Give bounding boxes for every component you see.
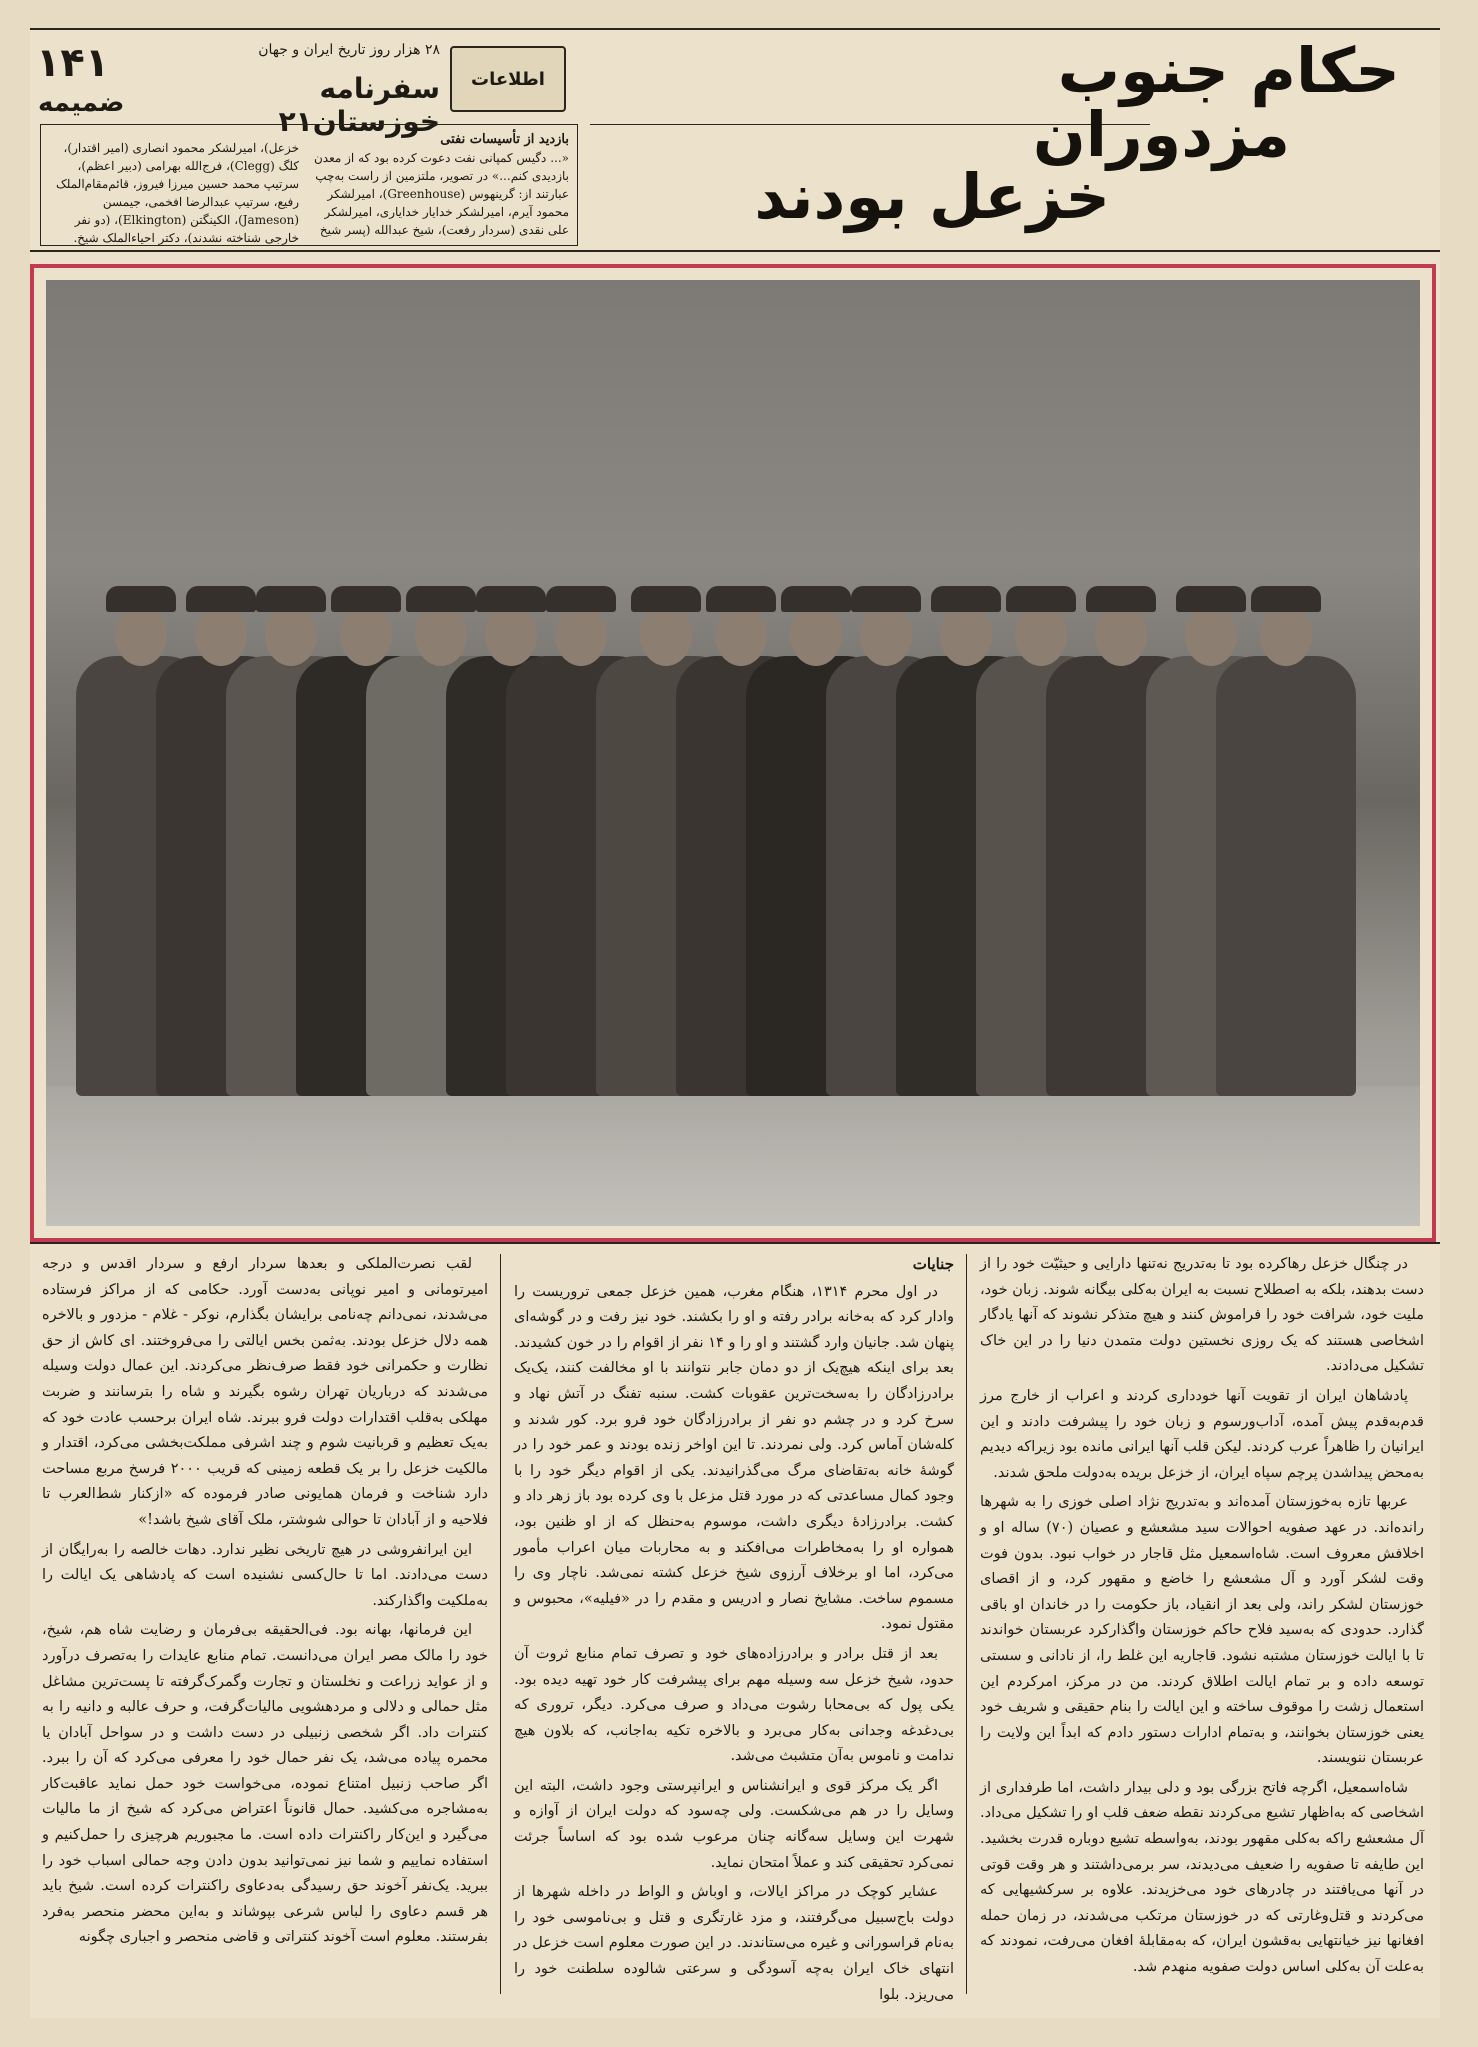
newspaper-page [30,28,1440,2018]
series-title: سفرنامه خوزستان۲۱ [278,72,440,138]
paragraph: عربها تازه به‌خوزستان آمده‌اند و به‌تدریج نژاد اصلی خوزی را به شهرها رانده‌اند. در عهد صفویه احوالات سید مشعشع و عصیان (۷۰) ساله او و اخلافش معروف است. شاه‌اسمعیل مثل قاجار در خواب نبود. بدون فوت وقت لشکر آورد و آل مشعشع را خاضع و مقهور کرد، و از اقصای خوزستان لشکر راند، ولی بعد از انقیاد، باز حکومت را در خاندان او باقی گذارد. حدودی که به‌سید فلاح حاکم خوزستان واگذارکرد عربستان خواندند تا با ایالت خوزستان مشتبه نشود. قاجاریه این غلط را، از نادانی و سستی توسعه داده و بر تمام ایالت اطلاق کردند. من در مرکز، امرکردم این استعمال زشت را موقوف ساخته و این ایالت را بنام حقیقی و شریف خود یعنی خوزستان بخوانند، و به‌تمام ادارات دستور دادم که ابداً این ولایت را عربستان ننویسند. [980,1494,1424,1767]
paragraph: پادشاهان ایران از تقویت آنها خودداری کردند و اعراب از خارج مرز قدم‌به‌قدم پیش آمده، آداب‌ورسوم و زبان خود را پیشرفت دادند و این ایرانیان را ظاهراً عرب کردند. لیکن قلب آنها ایرانی مانده بود زیراکه دیدیم به‌محض پیداشدن پرچم سپاه ایران، از خزعل بریده به‌دولت ملحق شدند. [980,1387,1424,1481]
newspaper-logo: اطلاعات [450,46,566,112]
headline-line-2: مزدوران [1032,98,1290,171]
article-column-middle [514,1252,954,2012]
group-photograph [46,280,1420,1226]
caption-left-text: خزعل)، امیرلشکر محمود انصاری (امیر اقتدار)، کلگ (Clegg)، فرج‌الله بهرامی (دبیر اعظم)، سرتیپ محمد حسین میرزا فیروز، قائم‌مقام‌الملک رفیع، سرتیپ عبدالرضا افخمی، جیمسن (Jameson)، الکینگتن (Elkington)، (دو نفر خارجی شناخته نشدند)، دکتر احیاءالملک شیخ. [56,141,299,245]
column-divider-1 [500,1254,501,1994]
supplement-label: ضمیمه [38,88,125,118]
headline-line-1: حکام جنوب [1057,34,1400,107]
paragraph: شاه‌اسمعیل، اگرچه فاتح بزرگی بود و دلی بیدار داشت، اما طرفداری از اشخاصی که به‌اظهار تشیع می‌کردند نقطه ضعف قلب او را تشکیل می‌داد. آل مشعشع راکه به‌کلی مقهور بودند، به‌واسطه تشیع دوباره قدرت بخشید. این طایفه تا صفویه را ضعیف می‌دیدند، سر برمی‌داشتند و هر وقت قوتی در آنها می‌یافتند در چادرهای خود می‌خزیدند. علاوه بر سرکشیهایی که می‌کردند و قتل‌وغارتی که در خوزستان مرتکب می‌شدند، در زمان حمله افغانها نیز خیانتهایی به‌قشون ایران، که به‌مقابلهٔ افغان می‌رفت، نمودند که به‌علت آن به‌کلی اساس دولت صفویه منهدم شد. [980,1779,1424,1976]
caption-right-column [307,131,569,239]
headline-line-3: خزعل بودند [754,160,1110,233]
person-silhouette [1206,536,1366,1096]
person-body [1216,656,1356,1096]
paragraph: عشایر کوچک در مراکز ایالات، و اوباش و الواط در داخله شهرها از دولت باج‌سبیل می‌گرفتند، و مزد غارتگری و قتل و بی‌ناموسی خود را به‌نام قراسورانی و غیره می‌ستاندند. در این صورت معلوم است خزعل در انتهای خاک ایران به‌چه آسودگی و سرعتی شالوده سلطنت خود را می‌ریزد. بلوا [514,1884,954,2003]
person-hat [1251,586,1321,612]
person-head [1260,604,1312,666]
caption-heading: بازدید از تأسیسات نفتی [440,132,569,147]
paragraph: در چنگال خزعل رهاکرده بود تا به‌تدریج نه‌تنها دارایی و حیثیّت خود را از دست بدهند، بلکه به اصطلاح نسبت به ایران به‌کلی بیگانه شوند. زبان خود، ملیت خود، شرافت خود را فراموش کنند و هیچ متذکر نشوند که آنها یادگار اشخاصی هستند که یک روزی نخستین دولت متمدن دنیا را در این خاک تشکیل می‌دادند. [980,1256,1424,1375]
photo-frame [30,264,1436,1242]
article-top-rule [30,1242,1440,1244]
column-divider-2 [966,1254,967,1994]
series-subtitle: ۲۸ هزار روز تاریخ ایران و جهان [258,42,440,58]
section-heading: جنایات [912,1255,954,1273]
paragraph: این ایرانفروشی در هیچ تاریخی نظیر ندارد. دهات خالصه را به‌رایگان از دست می‌دادند. اما تا حال‌کسی نشنیده است که پادشاهی یک ایالت را به‌ملکیت واگذارکند. [42,1541,488,1609]
header-bottom-rule [30,250,1440,252]
paragraph: لقب نصرت‌الملکی و بعدها سردار ارفع و سردار اقدس و درجه امیرتومانی و امیر نوپانی به‌دست آورد. حکامی که از مراکز فرستاده می‌شدند، نمی‌دانم چه‌نامی برایشان بگذارم، نوکر - غلام - مزدور و بالاخره همه دلال خزعل بودند. به‌ثمن بخس ایالتی را می‌فروختند. ای کاش از حق نظارت و حکمرانی خود فقط صرف‌نظر می‌کردند. این عمال دولت وسیله می‌شدند که درباریان تهران رشوه بگیرند و شاه را بترسانند و ضربت مهلکی به‌قلب اقتدارات دولت فرو ببرند. شاه ایران برحسب عادت خود که به‌یک تعظیم و قربانیت شوم و چند اشرفی مملکت‌بخشی می‌کرد، اقتدار و مالکیت خزعل را بر یک قطعه زمینی که قریب ۲۰۰۰ فرسخ مربع مساحت دارد شناخت و فرمان همایونی صادر فرموده که «ازکنار شط‌العرب تا فلاحیه و از آبادان تا حوالی شوشتر، ملک آقای شیخ باشد!» [42,1256,488,1528]
paragraph: این فرمانها، بهانه بود. فی‌الحقیقه بی‌فرمان و رضایت شاه هم، شیخ، خود را مالک مصر ایران می‌دانست. تمام منابع عایدات را به‌تصرف درآورد و از عواید زراعت و نخلستان و تجارت وگمرک‌گرفته تا پست‌ترین مشاغل مثل حمالی و دلالی و مردهشویی مالیات‌گرفت، و حرف عالبه و دانیه را به کنترات داد. اگر شخصی زنبیلی در دست داشت و در سواحل آبادان یا محمره پیاده می‌شد، یک نفر حمال خود را معرفی می‌کرد که آن را ببرد. اگر صاحب زنبیل امتناع نموده، می‌خواست خود حمل نماید عاقبت‌کار به‌مشاجره می‌کشید. حمال قانوناً اعتراض می‌کرد که شیخ از ما مالیات می‌گیرد و این‌کار راکنترات داده است. ما مجبوریم هرچیزی را حمل‌کنیم و استفاده نماییم و شما نیز نمی‌توانید بدون دادن وجه حمالی اسباب خود را ببرید. یک‌نفر آخوند حق رسیدگی به‌دعاوی راکنترات کرده است. شیخ باید هر قسم دعاوی را لباس شرعی بپوشاند و به‌این محضر منحصر به‌فرد بفرستند. معلوم است آخوند کنتراتی و قاضی منحصر و اجباری چگونه [42,1622,488,1946]
top-border [30,28,1440,30]
article-column-left [42,1252,488,2012]
paragraph: اگر یک مرکز قوی و ایرانشناس و ایرانپرستی وجود داشت، البته این وسایل را در هم می‌شکست. ولی چه‌سود که دولت ایران از آوازه و شهرت این وسایل سه‌گانه چنان مرعوب شده بود که اساساً جرئت نمی‌کرد تحقیقی کند و عملاً امتحان نماید. [514,1777,954,1871]
photo-caption-box [40,124,578,246]
caption-right-text: «... دگیس کمپانی نفت دعوت کرده بود که از معدن بازدیدی کنم...» در تصویر، ملتزمین از راست به‌چپ عبارتند از: گرینهوس (Greenhouse)، امیرلشکر محمود آیرم، امیرلشکر خدایار خدایاری، امیرلشکر علی نقدی (سردار رفعت)، شیخ عبدالله (پسر شیخ [313,151,569,237]
paragraph: بعد از قتل برادر و برادرزاده‌های خود و تصرف تمام منابع ثروت آن حدود، شیخ خزعل سه وسیله مهم برای پیشرفت کار خود تهیه دیده بود. یکی پول که بی‌محابا رشوت می‌داد و صرف می‌کرد. دیگر، تروری که بی‌دغدغه وجدانی به‌کار می‌برد و بالاخره تکیه به‌اجانب، که بلاون هیچ ندامت و ناموس به‌آن متشبث می‌شد. [514,1645,954,1765]
caption-left-column [49,139,299,247]
page-number: ۱۴۱ [36,40,110,86]
photo-ground [46,1086,1420,1226]
article-column-right [980,1252,1424,2012]
paragraph: در اول محرم ۱۳۱۴، هنگام مغرب، همین خزعل جمعی تروریست را وادار کرد که به‌خانه برادر رفته و او را بکشند. خود نیز رفت و در گوشه‌ای پنهان شد. جانیان وارد گشتند و او را و ۱۴ نفر از اقوام را در خون کشیدند. بعد برای اینکه هیچ‌یک از دو دمان جابر نتوانند با او مخالفت کنند، یک‌یک برادرزادگان را به‌سخت‌ترین عقوبات کشت. سنبه تفنگ در آتش نهاد و سرخ کرد و در چشم دو نفر از برادرزادگان خود فرو برد. کور شدند و کله‌شان آماس کرد. ولی نمردند. تا این اواخر زنده بودند و عمر خود را در گوشهٔ خانه به‌تقاضای مرگ می‌گذرانیدند. یکی از اقوام دیگر خود را با وجود کمال مساعدتی که در مورد قتل مزعل با وی کرده بود باز زهر داد و کشت. برادرزادهٔ دیگری داشت، موسوم به‌حنظل که از او ظنین بود، همواره او را به‌مخاطرات می‌افکند و به محاربات میان اعراب مأمور می‌کرد، اما او برخلاف آرزوی شیخ خزعل کشته نمی‌شد. ناچار وی را مسموم ساخت. مشایخ نصار و ادریس و مقدم را در «فیلیه»، محبوس و مقتول نمود. [514,1283,954,1633]
